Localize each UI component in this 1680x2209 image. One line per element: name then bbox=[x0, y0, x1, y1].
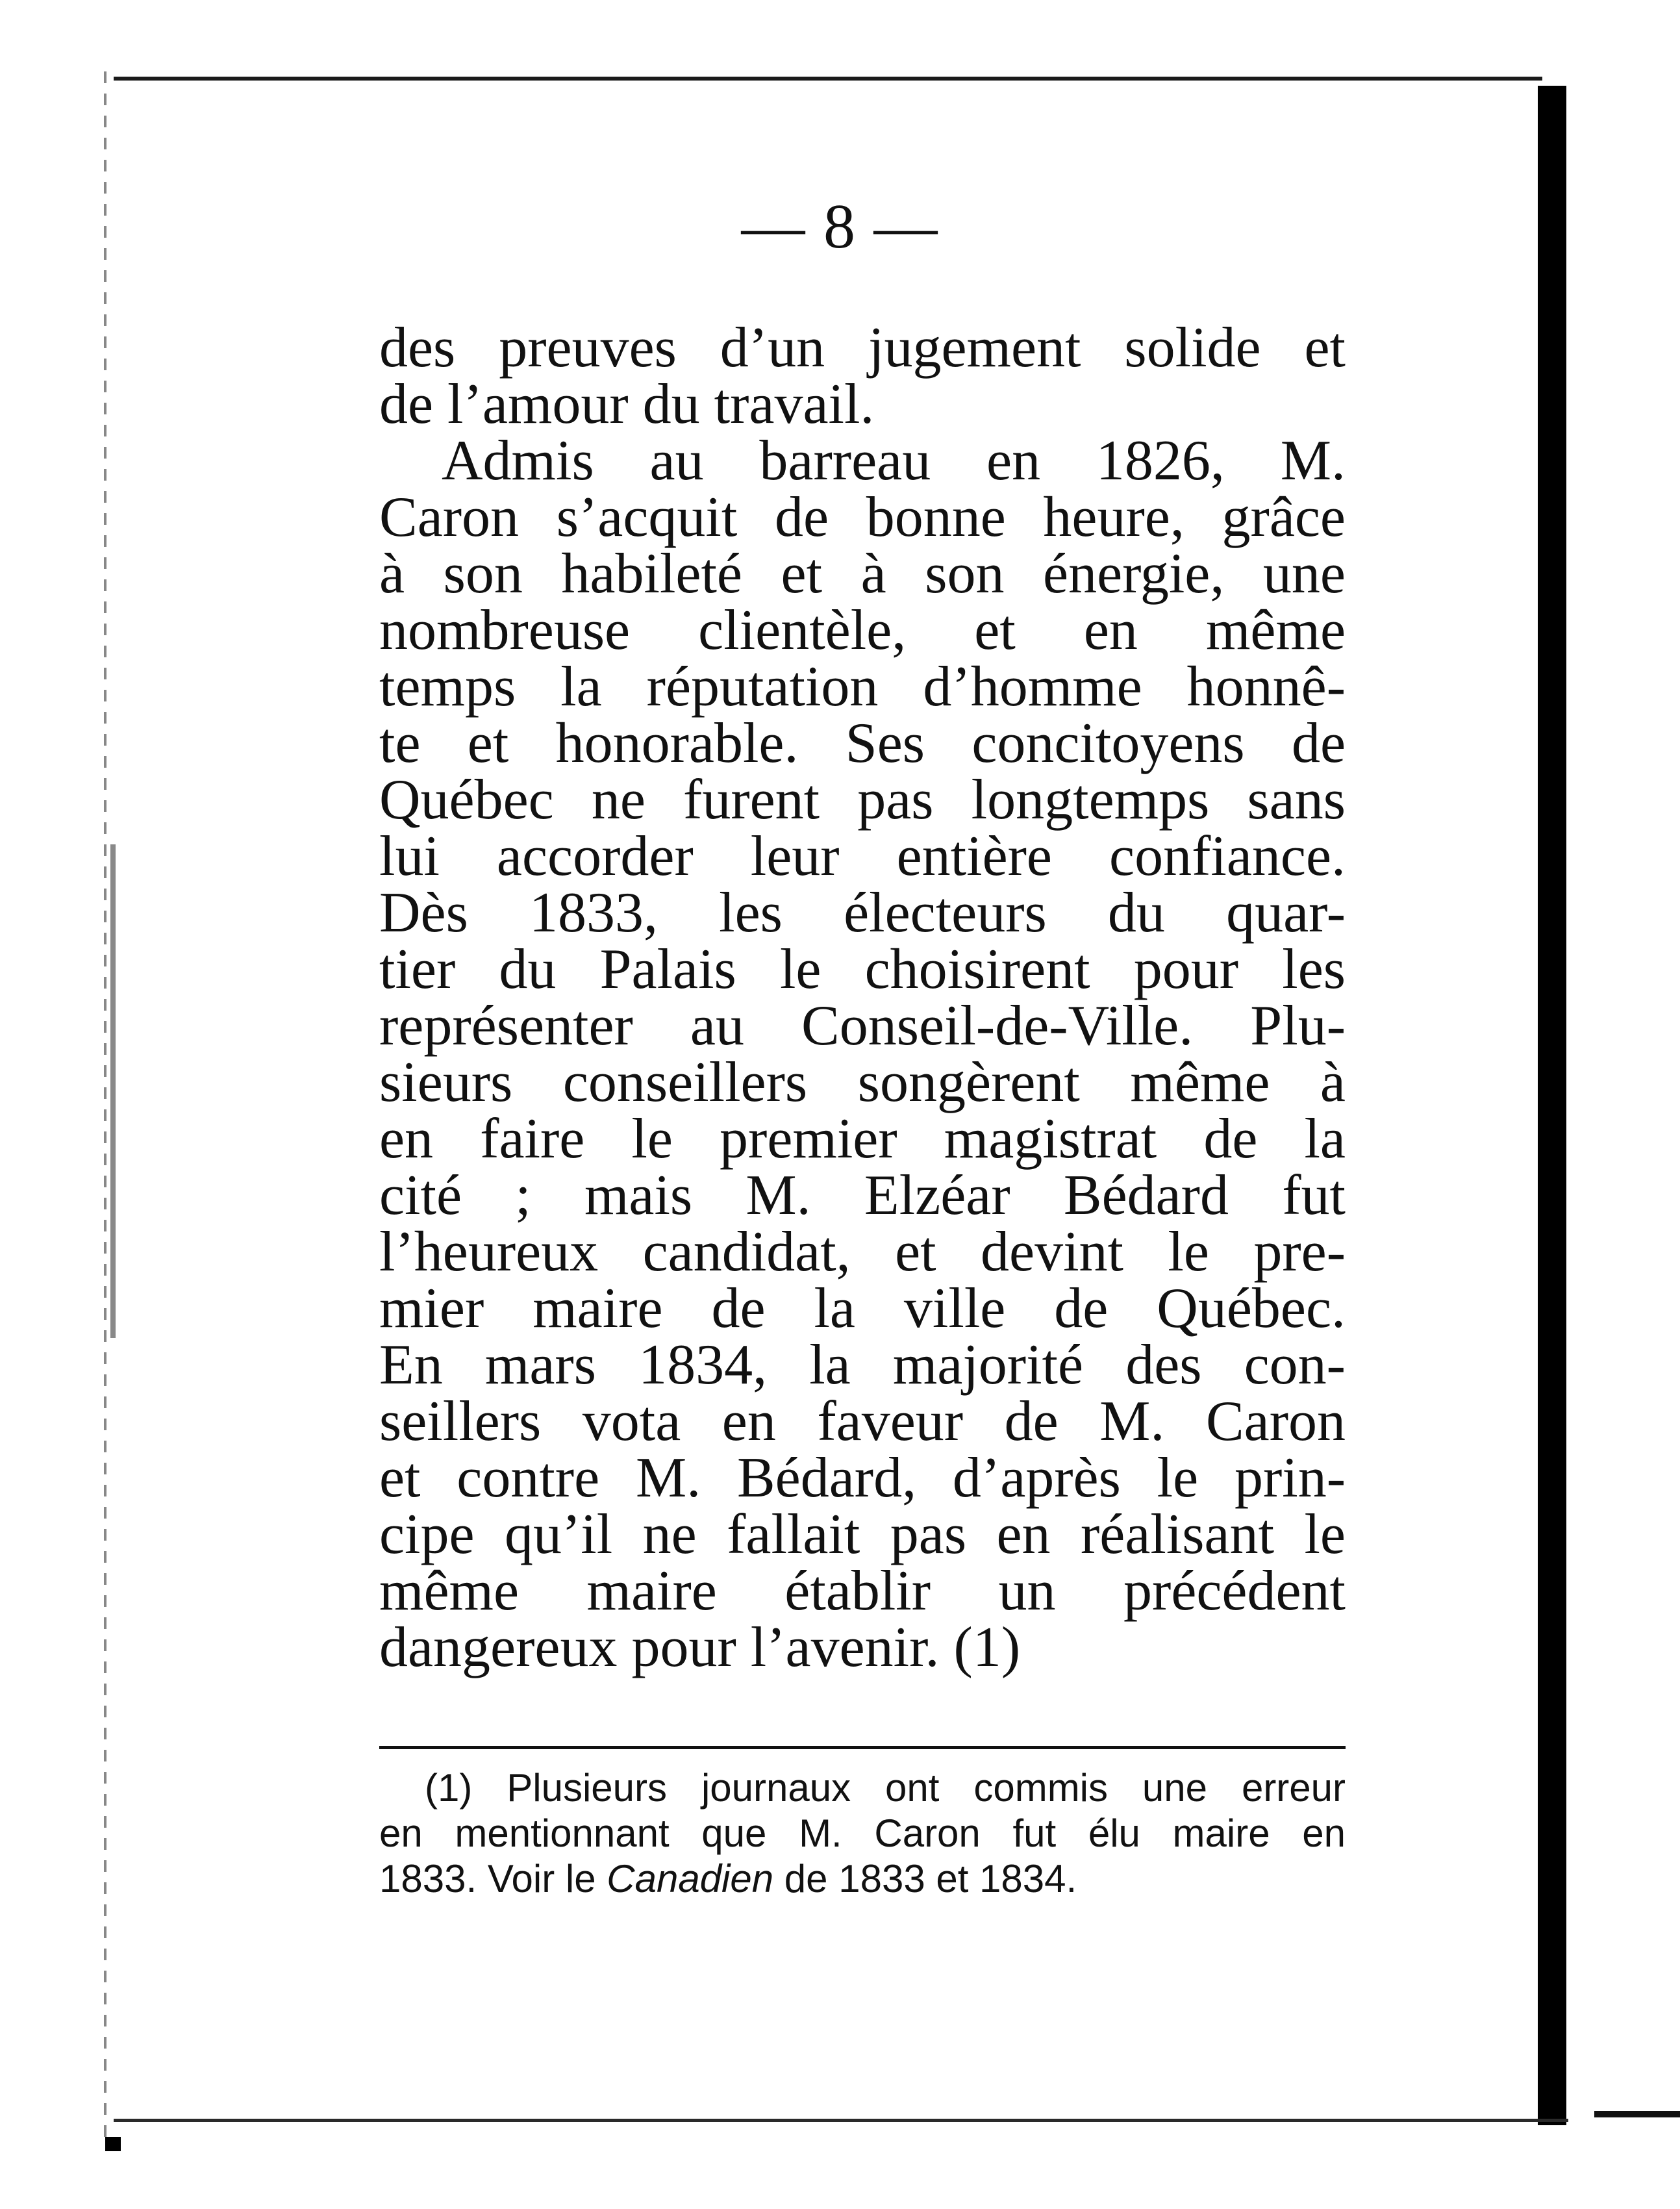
footnote bbox=[379, 1765, 1346, 1902]
text-line: Caron s’acquit de bonne heure, grâce bbox=[379, 486, 1346, 549]
left-scan-shadow bbox=[110, 844, 116, 1338]
text-line: des preuves d’un jugement solide et bbox=[379, 316, 1346, 379]
footnote-divider bbox=[379, 1746, 1346, 1749]
text-line: à son habileté et à son énergie, une bbox=[379, 542, 1346, 605]
text-line: Dès 1833, les électeurs du quar- bbox=[379, 881, 1346, 944]
text-line: même maire établir un précédent bbox=[379, 1559, 1346, 1622]
text-line: sieurs conseillers songèrent même à bbox=[379, 1051, 1346, 1114]
page-number: — 8 — bbox=[741, 192, 939, 262]
text-line: Québec ne furent pas longtemps sans bbox=[379, 768, 1346, 831]
text-line: cité ; mais M. Elzéar Bédard fut bbox=[379, 1164, 1346, 1227]
text-line: en faire le premier magistrat de la bbox=[379, 1107, 1346, 1170]
text-line: En mars 1834, la majorité des con- bbox=[379, 1333, 1346, 1396]
top-border-rule bbox=[114, 77, 1542, 81]
text-line: Admis au barreau en 1826, M. bbox=[442, 429, 1346, 492]
text-line: nombreuse clientèle, et en même bbox=[379, 599, 1346, 662]
left-scan-edge bbox=[104, 71, 107, 2137]
footnote-text: de 1833 et 1834. bbox=[784, 1857, 1077, 1900]
corner-mark-right bbox=[1594, 2111, 1680, 2117]
text-line: de l’amour du travail. bbox=[379, 373, 875, 436]
footnote-line bbox=[379, 1856, 1346, 1902]
text-line: seillers vota en faveur de M. Caron bbox=[379, 1390, 1346, 1453]
text-line: mier maire de la ville de Québec. bbox=[379, 1277, 1346, 1340]
text-line: cipe qu’il ne fallait pas en réalisant le bbox=[379, 1503, 1346, 1566]
text-line: représenter au Conseil-de-Ville. Plu- bbox=[379, 994, 1346, 1057]
footnote-line: (1) Plusieurs journaux ont commis une erreur bbox=[425, 1766, 1346, 1810]
footnote-line: en mentionnant que M. Caron fut élu maire en bbox=[379, 1811, 1346, 1855]
footnote-newspaper-title: Canadien bbox=[607, 1857, 774, 1900]
body-paragraphs bbox=[379, 316, 1346, 1679]
text-line: dangereux pour l’avenir. (1) bbox=[379, 1616, 1021, 1679]
text-line: tier du Palais le choisirent pour les bbox=[379, 938, 1346, 1001]
bottom-border-rule bbox=[114, 2119, 1568, 2122]
text-line: temps la réputation d’homme honnê- bbox=[379, 655, 1346, 718]
right-binding-bar bbox=[1538, 86, 1566, 2125]
text-line: lui accorder leur entière confiance. bbox=[379, 825, 1346, 888]
corner-mark bbox=[105, 2137, 121, 2151]
footnote-text: 1833. Voir le bbox=[379, 1857, 596, 1900]
text-line: et contre M. Bédard, d’après le prin- bbox=[379, 1446, 1346, 1509]
text-line: l’heureux candidat, et devint le pre- bbox=[379, 1220, 1346, 1283]
text-line: te et honorable. Ses concitoyens de bbox=[379, 712, 1346, 775]
